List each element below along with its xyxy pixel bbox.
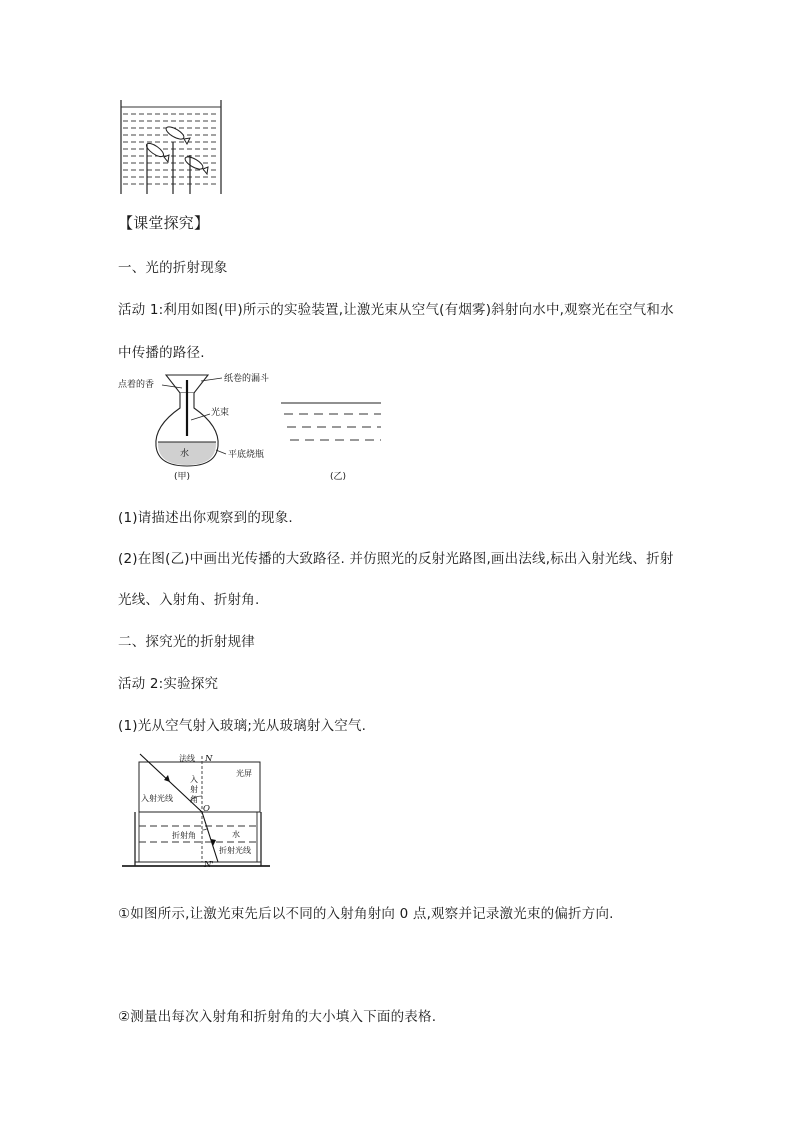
caption-yi: (乙) (330, 472, 347, 482)
incident-angle-char-2: 射 (190, 785, 198, 794)
question-1: (1)请描述出你观察到的现象. (118, 510, 293, 526)
refraction-experiment-figure (118, 746, 278, 874)
point-o-label: O (203, 804, 210, 814)
step-2: ②测量出每次入射角和折射角的大小填入下面的表格. (118, 1009, 437, 1025)
refracted-ray-label: 折射光线 (219, 846, 251, 855)
refraction-angle-label: 折射角 (172, 831, 196, 840)
incident-ray-label: 入射光线 (141, 794, 173, 803)
activity2: 活动 2:实验探究 (118, 676, 219, 692)
n-bottom-label: N' (204, 860, 214, 870)
activity1-line2: 中传播的路径. (118, 345, 205, 361)
question-2-line1: (2)在图(乙)中画出光传播的大致路径. 并仿照光的反射光路图,画出法线,标出入射光线、折射 (118, 551, 674, 567)
water-label-2: 水 (232, 830, 240, 839)
question-2-line2: 光线、入射角、折射角. (118, 592, 260, 608)
incident-angle-char-1: 入 (190, 775, 198, 784)
part1-heading: 一、光的折射现象 (118, 260, 228, 276)
fish-icon (183, 155, 208, 174)
flask-experiment-figure (118, 368, 388, 486)
part2-heading: 二、探究光的折射规律 (118, 634, 255, 650)
water-label: 水 (180, 449, 190, 459)
funnel-label: 纸卷的漏斗 (224, 374, 270, 384)
incident-angle-char-3: 角 (190, 795, 198, 804)
fish-in-water-figure (118, 100, 224, 196)
beam-label: 光束 (211, 408, 230, 418)
classroom-title: 【课堂探究】 (118, 214, 210, 232)
step-1: ①如图所示,让激光束先后以不同的入射角射向 0 点,观察并记录激光束的偏折方向. (118, 906, 614, 922)
activity2-question1: (1)光从空气射入玻璃;光从玻璃射入空气. (118, 718, 367, 734)
fish-icon (145, 141, 169, 162)
n-top-label: N (205, 754, 213, 764)
screen-label: 光屏 (236, 769, 252, 778)
activity1-line1: 活动 1:利用如图(甲)所示的实验装置,让激光束从空气(有烟雾)斜射向水中,观察光在空气和水 (118, 302, 674, 318)
caption-jia: (甲) (174, 472, 191, 482)
normal-label: 法线 (179, 754, 195, 763)
fish-icon (164, 125, 190, 144)
incense-label: 点着的香 (118, 380, 155, 390)
flask-label: 平底烧瓶 (228, 450, 265, 460)
